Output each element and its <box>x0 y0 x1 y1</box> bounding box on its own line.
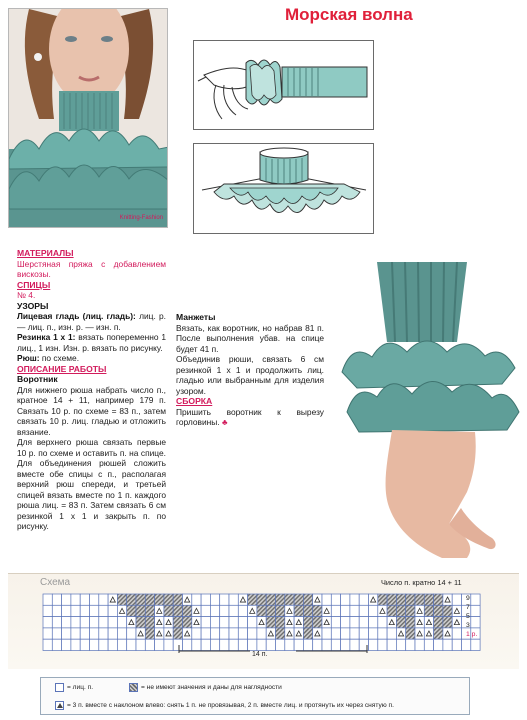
chart-cell-knit <box>136 628 145 639</box>
chart-title: Схема <box>40 577 71 588</box>
chart-cell-hatched <box>266 617 275 628</box>
chart-cell-knit <box>201 605 210 616</box>
chart-cell-hatched <box>127 605 136 616</box>
chart-cell-knit <box>99 628 108 639</box>
row-number-9: 9 <box>466 595 470 602</box>
chart-cell-hatched <box>117 594 126 605</box>
photo-watermark: Knitting-Fashion <box>119 215 163 221</box>
legend-knit <box>55 683 93 692</box>
stockinette-text: лиц. р. — лиц. п., изн. р. — изн. п. <box>17 311 166 332</box>
chart-cell-knit <box>415 605 424 616</box>
chart-cell-hatched <box>183 605 192 616</box>
chart-cell-hatched <box>127 594 136 605</box>
chart-cell-hatched <box>145 628 154 639</box>
chart-cell-knit <box>117 617 126 628</box>
chart-cell-knit <box>192 605 201 616</box>
chart-cell-hatched <box>303 617 312 628</box>
chart-cell-hatched <box>155 594 164 605</box>
chart-cell-hatched <box>303 605 312 616</box>
chart-cell-knit <box>43 639 52 650</box>
chart-cell-knit <box>331 594 340 605</box>
collar-sketch <box>193 143 374 234</box>
chart-cell-knit <box>52 617 61 628</box>
assembly-text: Пришить воротник к вырезу горловины. <box>176 406 324 427</box>
chart-cell-knit <box>285 628 294 639</box>
model-illustration <box>9 9 168 228</box>
chart-cell-knit <box>52 605 61 616</box>
chart-cell-hatched <box>136 594 145 605</box>
chart-cell-knit <box>145 639 154 650</box>
chart-cell-knit <box>294 617 303 628</box>
chart-cell-hatched <box>396 617 405 628</box>
chart-cell-hatched <box>136 617 145 628</box>
chart-cell-hatched <box>387 605 396 616</box>
row-number-5: 5 <box>466 613 470 620</box>
chart-cell-hatched <box>303 594 312 605</box>
chart-cell-knit <box>90 628 99 639</box>
chart-cell-knit <box>62 617 71 628</box>
needles-heading: СПИЦЫ <box>17 279 51 290</box>
chart-cell-knit <box>396 639 405 650</box>
model-photo <box>8 8 168 228</box>
chart-cell-knit <box>62 628 71 639</box>
chart-cell-hatched <box>257 605 266 616</box>
chart-cell-hatched <box>257 594 266 605</box>
chart-cell-knit <box>201 617 210 628</box>
chart-cell-knit <box>62 605 71 616</box>
chart-cell-hatched <box>378 594 387 605</box>
chart-cell-knit <box>313 594 322 605</box>
chart-cell-knit <box>322 617 331 628</box>
legend-hatched-text: = не имеют значения и даны для наглядности <box>141 684 282 691</box>
chart-cell-hatched <box>248 594 257 605</box>
chart-cell-knit <box>80 628 89 639</box>
chart-cell-hatched <box>294 605 303 616</box>
chart-cell-knit <box>331 628 340 639</box>
chart-cell-knit <box>369 639 378 650</box>
chart-cell-hatched <box>173 594 182 605</box>
chart-cell-knit <box>210 605 219 616</box>
chart-cell-hatched <box>173 605 182 616</box>
chart-cell-knit <box>220 605 229 616</box>
chart-cell-knit <box>238 617 247 628</box>
chart-note: Число п. кратно 14 + 11 <box>381 578 462 587</box>
cuff-photo <box>337 262 522 562</box>
collar-paragraph-2: Для верхнего рюша связать первые 10 р. по схеме и оставить п. на спице. Для объединения рюшей сложить вместе обе спицы с п., располагая верхний рюш спереди, и третьей спицей вязать вместе по 1 п. каждого рюша лиц. = 83 п. Затем связать 6 см резинкой 1 х 1 и закрыть п. по рисунку. <box>17 437 166 531</box>
chart-cell-knit <box>369 605 378 616</box>
cuff-sketch-drawing <box>194 41 373 129</box>
chart-cell-knit <box>452 617 461 628</box>
cuffs-paragraph-2: Объединив рюши, связать 6 см резинкой 1 х 1 и продолжить лиц. гладью или выбранным для изделия узором. <box>176 354 324 396</box>
stockinette-paragraph <box>17 311 166 332</box>
chart-cell-knit <box>452 639 461 650</box>
instructions-left-column <box>17 248 166 532</box>
chart-cell-knit <box>43 605 52 616</box>
chart-cell-knit <box>415 628 424 639</box>
chart-cell-knit <box>266 628 275 639</box>
chart-cell-hatched <box>424 594 433 605</box>
chart-cell-knit <box>155 628 164 639</box>
chart-cell-knit <box>220 617 229 628</box>
chart-cell-knit <box>229 617 238 628</box>
collar-sketch-drawing <box>194 144 373 233</box>
chart-cell-knit <box>443 594 452 605</box>
chart-cell-knit <box>424 617 433 628</box>
chart-cell-hatched <box>266 594 275 605</box>
chart-cell-knit <box>117 628 126 639</box>
chart-cell-knit <box>378 605 387 616</box>
chart-cell-hatched <box>434 628 443 639</box>
legend-decrease <box>55 701 394 710</box>
ruffle-text: по схеме. <box>41 353 80 363</box>
chart-cell-knit <box>192 617 201 628</box>
chart-cell-knit <box>406 639 415 650</box>
chart-cell-knit <box>331 605 340 616</box>
collar-heading: Воротник <box>17 374 58 384</box>
cuff-photo-image <box>337 262 522 562</box>
chart-cell-hatched <box>145 605 154 616</box>
chart-cell-knit <box>341 605 350 616</box>
chart-cell-hatched <box>285 594 294 605</box>
rib-label: Резинка 1 х 1: <box>17 332 76 342</box>
chart-cell-knit <box>238 628 247 639</box>
end-mark-icon: ♣ <box>221 417 228 427</box>
chart-cell-knit <box>248 605 257 616</box>
chart-cell-knit <box>471 639 480 650</box>
decrease-swatch-icon <box>55 701 64 710</box>
chart-cell-knit <box>52 594 61 605</box>
cuff-sketch <box>193 40 374 130</box>
chart-cell-hatched <box>145 594 154 605</box>
chart-cell-knit <box>415 639 424 650</box>
chart-cell-knit <box>350 605 359 616</box>
chart-cell-knit <box>341 594 350 605</box>
rib-paragraph <box>17 332 166 353</box>
chart-cell-hatched <box>173 628 182 639</box>
chart-cell-knit <box>415 617 424 628</box>
chart-cell-knit <box>331 617 340 628</box>
chart-cell-hatched <box>406 594 415 605</box>
chart-cell-knit <box>155 639 164 650</box>
chart-cell-knit <box>192 594 201 605</box>
materials-text: Шерстяная пряжа с добавлением вискозы. <box>17 258 166 279</box>
chart-cell-knit <box>387 617 396 628</box>
chart-cell-knit <box>424 639 433 650</box>
chart-cell-knit <box>164 628 173 639</box>
chart-cell-hatched <box>183 617 192 628</box>
chart-cell-knit <box>294 628 303 639</box>
legend-hatched <box>129 683 282 692</box>
materials-heading: МАТЕРИАЛЫ <box>17 248 74 258</box>
chart-cell-hatched <box>313 617 322 628</box>
chart-cell-knit <box>248 628 257 639</box>
chart-cell-knit <box>248 617 257 628</box>
chart-cell-knit <box>183 594 192 605</box>
chart-cell-knit <box>220 628 229 639</box>
chart-cell-knit <box>424 628 433 639</box>
chart-cell-knit <box>341 628 350 639</box>
row-number-3: 3 <box>466 622 470 629</box>
chart-cell-knit <box>210 628 219 639</box>
chart-cell-knit <box>90 617 99 628</box>
legend-decrease-text: = 3 п. вместе с наклоном влево: снять 1 п. не провязывая, 2 п. вместе лиц. и протянуть их через снятую п. <box>67 702 394 709</box>
chart-cell-hatched <box>424 605 433 616</box>
chart-cell-knit <box>322 594 331 605</box>
chart-cell-hatched <box>443 605 452 616</box>
chart-cell-hatched <box>406 605 415 616</box>
chart-cell-knit <box>434 639 443 650</box>
chart-cell-knit <box>369 594 378 605</box>
chart-cell-knit <box>71 594 80 605</box>
chart-cell-hatched <box>396 605 405 616</box>
hatched-swatch-icon <box>129 683 138 692</box>
chart-cell-knit <box>220 594 229 605</box>
chart-cell-knit <box>210 617 219 628</box>
chart-cell-knit <box>313 628 322 639</box>
chart-cell-knit <box>164 639 173 650</box>
chart-cell-hatched <box>303 628 312 639</box>
chart-cell-knit <box>192 628 201 639</box>
legend-knit-text: = лиц. п. <box>67 684 94 691</box>
knit-swatch-icon <box>55 683 64 692</box>
chart-cell-knit <box>71 617 80 628</box>
chart-cell-knit <box>359 628 368 639</box>
chart-cell-knit <box>80 594 89 605</box>
cuffs-paragraph-1: Вязать, как воротник, но набрав 81 п. После выполнения убав. на спице будет 41 п. <box>176 322 324 354</box>
chart-cell-knit <box>387 628 396 639</box>
chart-cell-knit <box>62 594 71 605</box>
chart-cell-knit <box>71 628 80 639</box>
chart-cell-knit <box>350 594 359 605</box>
repeat-bracket <box>178 645 368 655</box>
chart-cell-knit <box>359 617 368 628</box>
chart-cell-knit <box>164 617 173 628</box>
chart-cell-hatched <box>276 628 285 639</box>
chart-cell-knit <box>183 628 192 639</box>
chart-cell-hatched <box>266 605 275 616</box>
chart-cell-knit <box>99 594 108 605</box>
chart-cell-knit <box>108 617 117 628</box>
repeat-label: 14 п. <box>252 651 268 658</box>
row-number-1: 1 р. <box>466 631 478 638</box>
chart-cell-knit <box>155 617 164 628</box>
chart-cell-hatched <box>276 605 285 616</box>
chart-cell-knit <box>127 639 136 650</box>
chart-cell-knit <box>387 639 396 650</box>
chart-cell-knit <box>322 628 331 639</box>
chart-cell-hatched <box>406 628 415 639</box>
chart-legend <box>40 677 470 715</box>
needles-text: № 4. <box>17 290 36 300</box>
chart-cell-knit <box>71 605 80 616</box>
chart-cell-knit <box>341 617 350 628</box>
chart-cell-knit <box>80 639 89 650</box>
chart-cell-knit <box>378 639 387 650</box>
rib-text: вязать попеременно 1 лиц., 1 изн. Изн. р. вязать по рисунку. <box>17 332 167 353</box>
row-number-7: 7 <box>466 604 470 611</box>
chart-cell-hatched <box>313 605 322 616</box>
chart-cell-knit <box>350 628 359 639</box>
chart-cell-hatched <box>434 594 443 605</box>
chart-cell-knit <box>127 628 136 639</box>
chart-cell-knit <box>452 594 461 605</box>
chart-cell-hatched <box>294 594 303 605</box>
chart-cell-knit <box>99 639 108 650</box>
chart-cell-knit <box>43 594 52 605</box>
chart-cell-knit <box>136 639 145 650</box>
chart-cell-knit <box>229 605 238 616</box>
chart-cell-knit <box>62 639 71 650</box>
chart-cell-knit <box>52 628 61 639</box>
chart-cell-hatched <box>164 594 173 605</box>
chart-cell-knit <box>99 617 108 628</box>
chart-cell-knit <box>452 605 461 616</box>
chart-cell-hatched <box>276 617 285 628</box>
chart-cell-knit <box>117 639 126 650</box>
chart-cell-knit <box>369 628 378 639</box>
chart-cell-knit <box>285 617 294 628</box>
chart-cell-knit <box>238 594 247 605</box>
chart-cell-knit <box>378 628 387 639</box>
patterns-heading: УЗОРЫ <box>17 300 49 311</box>
assembly-heading: СБОРКА <box>176 396 213 406</box>
row-numbers <box>466 594 477 639</box>
chart-cell-knit <box>452 628 461 639</box>
assembly-paragraph <box>176 407 324 428</box>
chart-cell-knit <box>108 639 117 650</box>
chart-cell-hatched <box>136 605 145 616</box>
chart-cell-hatched <box>173 617 182 628</box>
chart-cell-hatched <box>434 617 443 628</box>
chart-cell-hatched <box>434 605 443 616</box>
chart-cell-knit <box>369 617 378 628</box>
knitting-chart-svg <box>42 593 512 651</box>
chart-cell-knit <box>462 639 471 650</box>
chart-cell-knit <box>117 605 126 616</box>
chart-cell-knit <box>350 617 359 628</box>
chart-cell-knit <box>443 628 452 639</box>
chart-cell-knit <box>155 605 164 616</box>
chart-cell-knit <box>52 639 61 650</box>
chart-cell-hatched <box>443 617 452 628</box>
chart-cell-knit <box>238 605 247 616</box>
work-heading: ОПИСАНИЕ РАБОТЫ <box>17 363 107 374</box>
chart-cell-knit <box>359 594 368 605</box>
chart-cell-knit <box>201 628 210 639</box>
chart-cell-knit <box>90 639 99 650</box>
chart-cell-knit <box>229 628 238 639</box>
chart-cell-hatched <box>396 594 405 605</box>
instructions-right-column <box>176 312 324 428</box>
chart-cell-knit <box>108 605 117 616</box>
chart-cell-hatched <box>415 594 424 605</box>
chart-cell-knit <box>80 605 89 616</box>
ruffle-paragraph <box>17 353 166 364</box>
chart-cell-knit <box>257 617 266 628</box>
chart-cell-knit <box>71 639 80 650</box>
chart-cell-knit <box>285 605 294 616</box>
chart-cell-knit <box>99 605 108 616</box>
chart-cell-knit <box>90 594 99 605</box>
chart-cell-knit <box>322 605 331 616</box>
chart-cell-knit <box>257 628 266 639</box>
chart-cell-knit <box>229 594 238 605</box>
chart-cell-hatched <box>387 594 396 605</box>
stockinette-label: Лицевая гладь (лиц. гладь): <box>17 311 136 321</box>
chart-cell-knit <box>396 628 405 639</box>
chart-cell-hatched <box>164 605 173 616</box>
chart-cell-knit <box>80 617 89 628</box>
chart-cell-knit <box>43 628 52 639</box>
collar-paragraph-1: Для нижнего рюша набрать число п., кратное 14 + 11, например 179 п. Связать 10 р. по схеме = 83 п., затем связать 10 р. лиц. гладью и отложить вязание. <box>17 384 166 437</box>
chart-cell-knit <box>210 594 219 605</box>
chart-cell-knit <box>108 594 117 605</box>
chart-cell-knit <box>201 594 210 605</box>
chart-cell-knit <box>108 628 117 639</box>
chart-cell-hatched <box>406 617 415 628</box>
chart-cell-hatched <box>145 617 154 628</box>
chart-cell-knit <box>443 639 452 650</box>
chart-cell-knit <box>43 617 52 628</box>
chart-cell-knit <box>127 617 136 628</box>
chart-cell-knit <box>359 605 368 616</box>
chart-cell-hatched <box>276 594 285 605</box>
chart-cell-knit <box>90 605 99 616</box>
ruffle-label: Рюш: <box>17 353 40 363</box>
page-title: Морская волна <box>285 5 413 24</box>
chart-cell-knit <box>378 617 387 628</box>
cuffs-heading: Манжеты <box>176 312 216 322</box>
